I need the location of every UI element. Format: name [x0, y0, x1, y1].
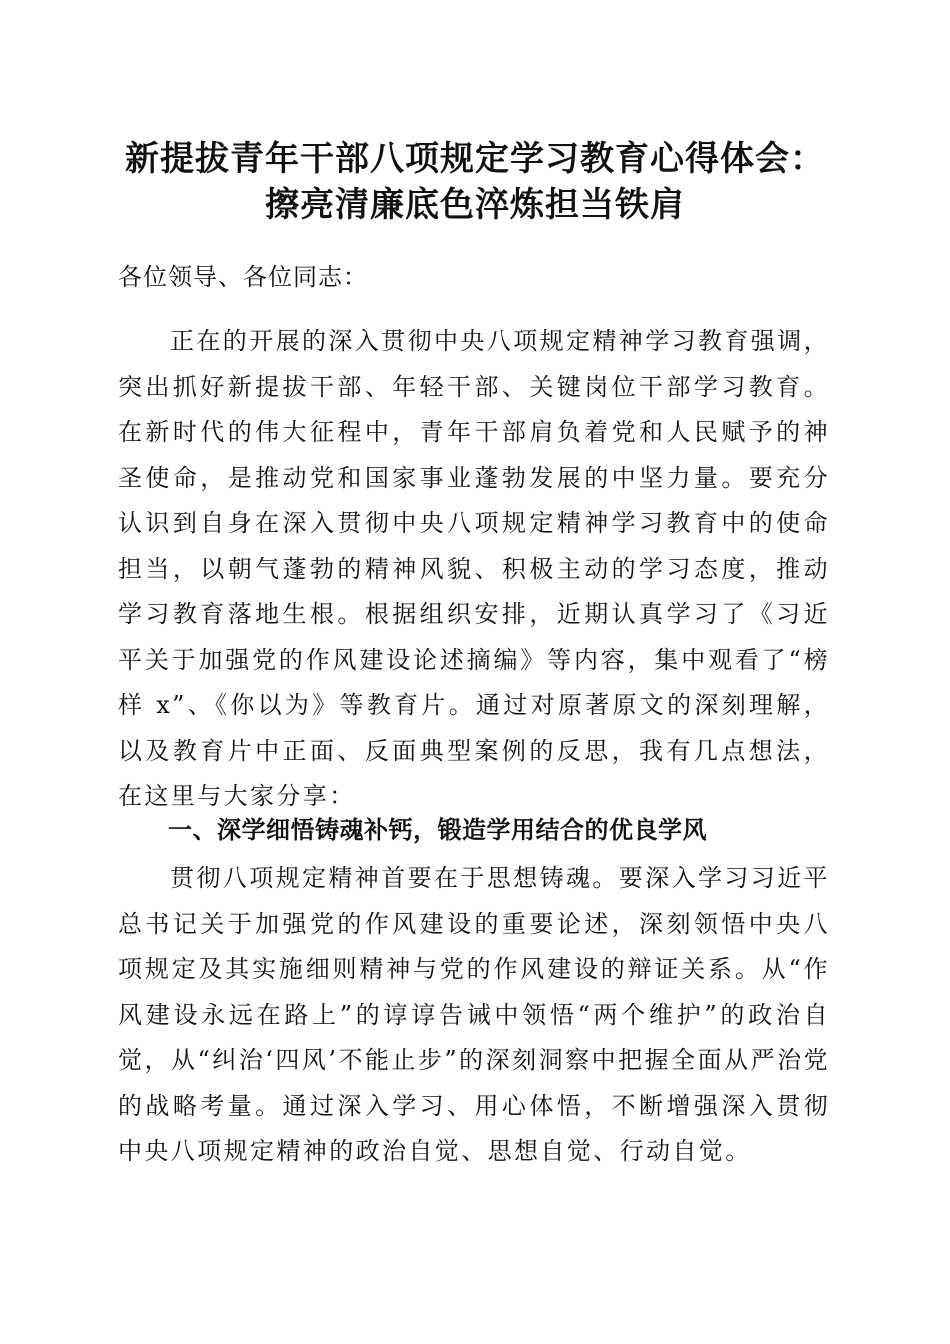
section-heading-1: 一、深学细悟铸魂补钙，锻造学用结合的优良学风 — [168, 816, 707, 844]
salutation: 各位领导、各位同志： — [118, 263, 368, 291]
body-paragraph-intro: 正在的开展的深入贯彻中央八项规定精神学习教育强调，突出抓好新提拔干部、年轻干部、关键岗位干部学习教育。在新时代的伟大征程中，青年干部肩负着党和人民赋予的神圣使命，是推动党和国家事业蓬勃发展的中坚力量。要充分认识到自身在深入贯彻中央八项规定精神学习教育中的使命担当，以朝气蓬勃的精神风貌、积极主动的学习态度，推动学习教育落地生根。根据组织安排，近期认真学习了《习近平关于加强党的作风建设论述摘编》等内容，集中观看了“榜样 x”、《你以为》等教育片。通过对原著原文的深刻理解，以及教育片中正面、反面典型案例的反思，我有几点想法，在这里与大家分享： — [118, 327, 830, 810]
document-title-line-2: 擦亮清廉底色淬炼担当铁肩 — [265, 185, 685, 225]
document-title-line-1: 新提拔青年干部八项规定学习教育心得体会： — [125, 139, 825, 179]
body-paragraph-section-1: 贯彻八项规定精神首要在于思想铸魂。要深入学习习近平总书记关于加强党的作风建设的重要论述，深刻领悟中央八项规定及其实施细则精神与党的作风建设的辩证关系。从“作风建设永远在路上”的谆谆告诫中领悟“两个维护”的政治自觉，从“纠治‘四风’不能止步”的深刻洞察中把握全面从严治党的战略考量。通过深入学习、用心体悟，不断增强深入贯彻中央八项规定精神的政治自觉、思想自觉、行动自觉。 — [118, 864, 830, 1165]
